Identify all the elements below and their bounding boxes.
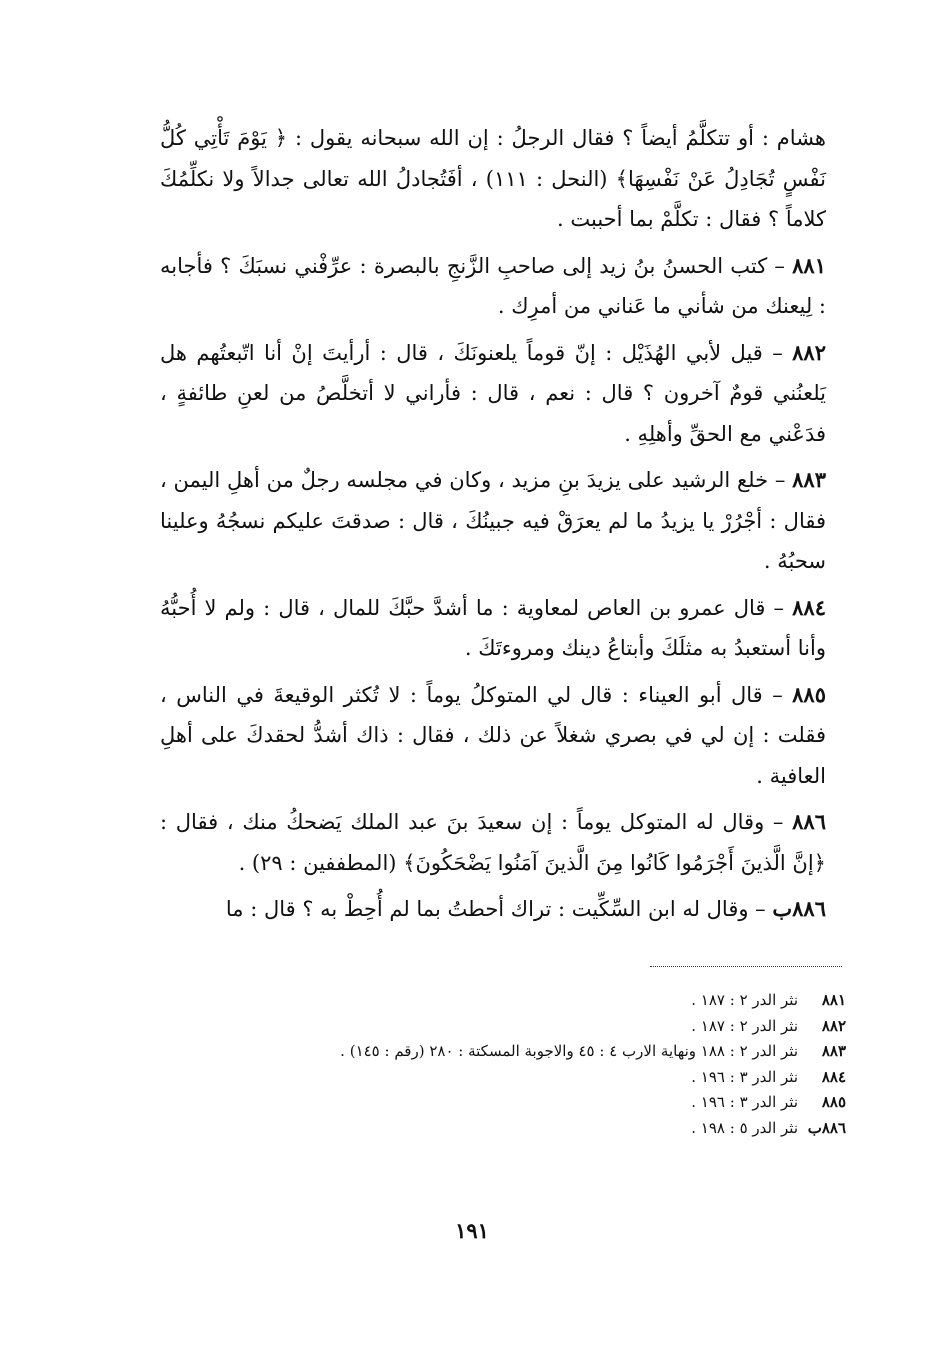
entry-number: ٨٨٤ (792, 594, 826, 620)
paragraph-text: – قال عمرو بن العاص لمعاوية : ما أشدَّ حبَّكَ للمال ، قال : ولم لا أُحبُّهُ وأنا أستعبدُ به مثلَكَ وأبتاعُ دينك ومروءتَكَ . (160, 595, 826, 660)
footnote-separator (650, 966, 842, 967)
footnote (200, 1039, 846, 1065)
paragraph-text: – كتب الحسنُ بنُ زيد إلى صاحبِ الزَّنجِ بالبصرة : عرِّفْني نسبَكَ ؟ فأجابه : لِيعنك من شأني ما عَناني من أمرِك . (160, 253, 826, 318)
footnote-source: نثر الدر ٣ : ١٩٦ . (691, 1093, 798, 1111)
paragraph (160, 889, 826, 930)
main-text (160, 118, 826, 936)
paragraph-text: – وقال له ابن السِّكِّيت : تراك أحطتُ بما لم أُحِطْ به ؟ قال : ما (225, 897, 773, 921)
footnote (200, 1065, 846, 1091)
paragraph (160, 246, 826, 327)
footnotes (200, 988, 846, 1141)
paragraph (160, 802, 826, 883)
paragraph-text: – وقال له المتوكل يوماً : إن سعيدَ بنَ عبد الملك يَضحكُ منك ، فقال : ﴿إنَّ الَّذينَ أَجْرَمُوا كَانُوا مِنَ الَّذينَ آمَنُوا يَضْحَكُونَ﴾ (المطففين : ٢٩) . (160, 810, 826, 875)
footnote-number: ٨٨٢ (821, 1016, 846, 1035)
paragraph (160, 675, 826, 797)
footnote (200, 988, 846, 1014)
entry-number: ٨٨٦ب (772, 896, 826, 921)
paragraph (160, 588, 826, 669)
entry-number: ٨٨٦ (792, 809, 826, 834)
footnote-source: نثر الدر ٢ : ١٨٧ . (691, 1016, 798, 1035)
footnote-number: ٨٨٣ (821, 1042, 846, 1060)
entry-number: ٨٨٣ (792, 467, 826, 492)
paragraph (160, 118, 826, 240)
paragraph-text: – قيل لأبي الهُذَيْل : إنّ قوماً يلعنونَكَ ، قال : أرأيتَ إنْ أنا اتّبعتُهم هل يَلعنُني قومٌ آخرون ؟ قال : نعم ، قال : فأراني لا أتخلَّصُ من لعنِ طائفةٍ ، فدَعْني مع الحقِّ وأهلِهِ . (160, 340, 826, 446)
entry-number: ٨٨٥ (792, 681, 826, 707)
paragraph-text: – قال أبو العيناء : قال لي المتوكلُ يوماً : لا تُكثر الوقيعةَ في الناس ، فقلت : إن لي في بصري شغلاً عن ذلك ، فقال : ذاك أشدُّ لحقدكَ على أهلِ العافية . (160, 682, 826, 788)
footnote-source: نثر الدر ٥ : ١٩٨ . (691, 1118, 798, 1137)
footnote-source: نثر الدر ٣ : ١٩٦ . (691, 1067, 798, 1086)
footnote-number: ٨٨١ (821, 991, 846, 1009)
paragraph (160, 460, 826, 582)
paragraph (160, 333, 826, 455)
footnote-number: ٨٨٤ (821, 1067, 846, 1086)
page-number: ١٩١ (455, 1218, 489, 1243)
footnote-number: ٨٨٥ (821, 1093, 846, 1111)
footnote-number: ٨٨٦ب (807, 1118, 846, 1137)
footnote (200, 1090, 846, 1116)
paragraph-text: – خلع الرشيد على يزيدَ بنِ مزيد ، وكان في مجلسه رجلٌ من أهلِ اليمن ، فقال : أجْرُرْ يا يزيدُ ما لم يعرَقْ فيه جبينُكَ ، قال : صدقتَ عليكم نسجُهُ وعلينا سحبُهُ . (160, 468, 826, 573)
footnote-source: نثر الدر ٢ : ١٨٨ ونهاية الارب ٤ : ٤٥ والاجوبة المسكتة : ٢٨٠ (رقم : ١٤٥) . (340, 1042, 798, 1060)
footnote (200, 1014, 846, 1040)
entry-number: ٨٨١ (792, 252, 826, 278)
footnote (200, 1116, 846, 1142)
entry-number: ٨٨٢ (792, 339, 826, 365)
paragraph-text: هشام : أو تتكلَّمُ أيضاً ؟ فقال الرجلُ : إن الله سبحانه يقول : ﴿ يَوْمَ تَأْتِي كُلُّ نَفْسٍ تُجَادِلُ عَنْ نَفْسِهَا﴾ (النحل : ١١١) ، أفَتُجادلُ الله تعالى جدالاً ولا نكلِّمُكَ كلاماً ؟ فقال : تكلَّمْ بما أحببت . (160, 126, 826, 231)
footnote-source: نثر الدر ٢ : ١٨٧ . (691, 991, 798, 1009)
